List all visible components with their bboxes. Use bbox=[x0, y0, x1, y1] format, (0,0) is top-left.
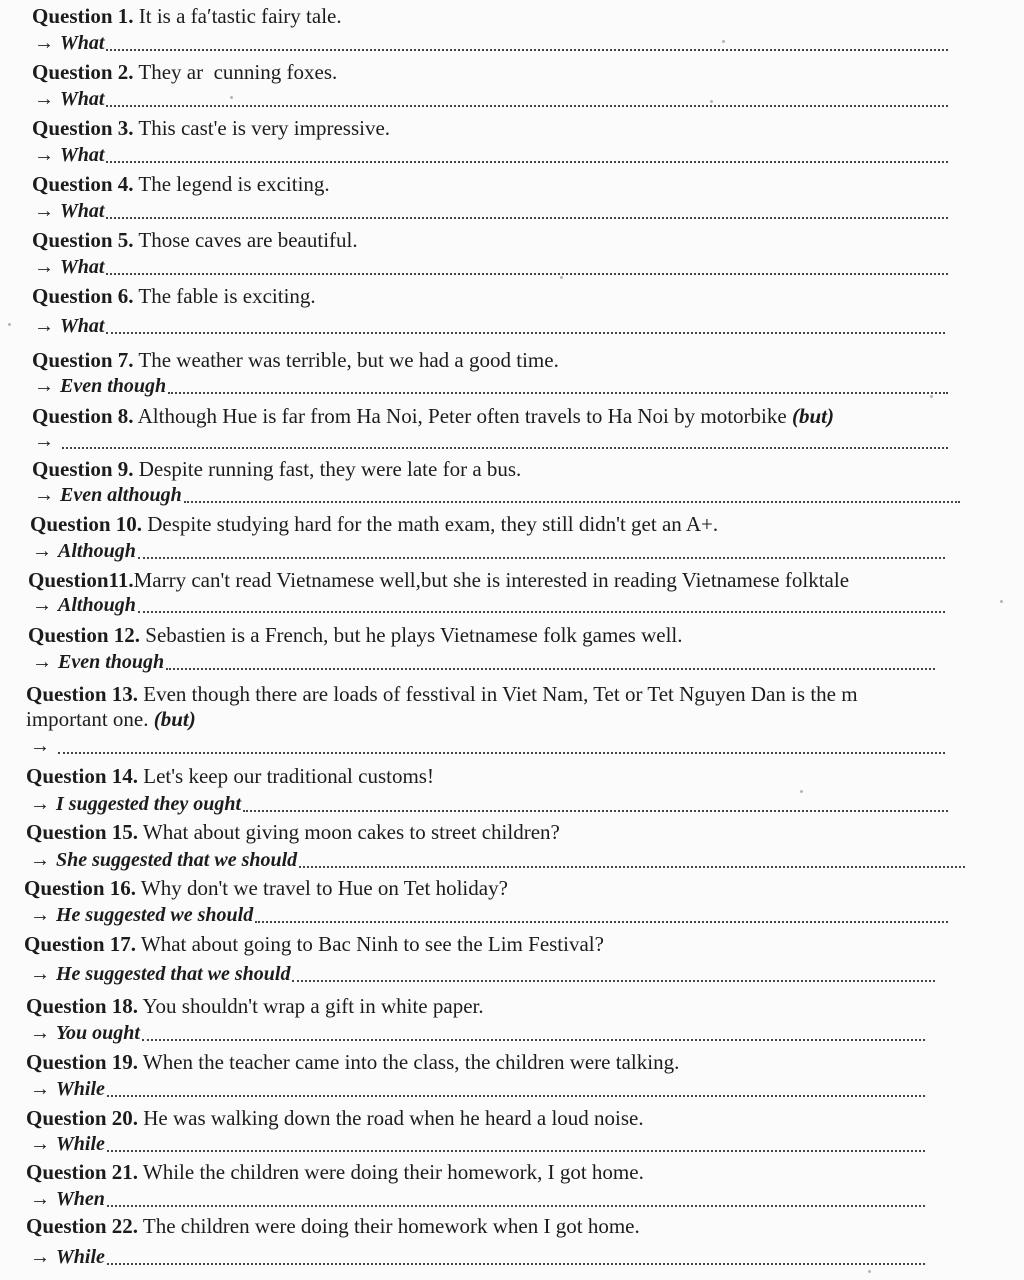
question-text: You shouldn't wrap a gift in white paper. bbox=[138, 994, 484, 1018]
scan-speck bbox=[722, 40, 725, 43]
question-line bbox=[32, 457, 521, 481]
question-text: Despite studying hard for the math exam, they still didn't get an A+. bbox=[142, 512, 719, 536]
answer-starter: Although bbox=[58, 540, 136, 562]
answer-prompt bbox=[30, 1188, 105, 1210]
question-line bbox=[24, 876, 508, 900]
answer-starter: What bbox=[60, 200, 105, 222]
question-text: They ar cunning foxes. bbox=[133, 60, 338, 84]
question-number: Question 21. bbox=[26, 1160, 139, 1184]
answer-blank-line[interactable] bbox=[142, 1039, 925, 1041]
question-line bbox=[24, 932, 604, 956]
question-number: Question 14. bbox=[26, 764, 139, 788]
answer-blank-line[interactable] bbox=[106, 332, 945, 334]
answer-prompt bbox=[30, 1133, 105, 1155]
answer-blank-line[interactable] bbox=[107, 1150, 925, 1152]
question-line bbox=[32, 172, 330, 196]
question-text: The children were doing their homework when I got home. bbox=[138, 1214, 640, 1238]
scan-speck bbox=[710, 100, 713, 103]
answer-blank-line[interactable] bbox=[107, 1205, 925, 1207]
question-text: The weather was terrible, but we had a good time. bbox=[133, 348, 559, 372]
answer-prompt bbox=[34, 315, 104, 337]
scan-speck bbox=[1000, 600, 1003, 603]
question-hint: (but) bbox=[153, 707, 196, 731]
question-line bbox=[26, 1106, 644, 1130]
arrow-icon: → bbox=[30, 1188, 50, 1210]
answer-starter: What bbox=[60, 315, 105, 337]
answer-prompt bbox=[30, 904, 253, 926]
arrow-icon: → bbox=[34, 315, 54, 337]
question-text: When the teacher came into the class, the children were talking. bbox=[138, 1050, 680, 1074]
answer-prompt bbox=[30, 735, 56, 757]
scan-speck bbox=[560, 276, 563, 279]
question-text: What about giving moon cakes to street children? bbox=[138, 820, 560, 844]
answer-starter: What bbox=[60, 256, 105, 278]
question-text: The fable is exciting. bbox=[133, 284, 316, 308]
answer-starter: Even though bbox=[58, 651, 165, 673]
answer-blank-line[interactable] bbox=[58, 752, 945, 754]
answer-blank-line[interactable] bbox=[107, 1095, 925, 1097]
question-number: Question 5. bbox=[32, 228, 134, 252]
question-text: Sebastien is a French, but he plays Vietnamese folk games well. bbox=[140, 623, 683, 647]
question-line bbox=[26, 820, 560, 844]
answer-prompt bbox=[32, 540, 136, 562]
question-line bbox=[32, 4, 342, 28]
question-number: Question 15. bbox=[26, 820, 139, 844]
answer-prompt bbox=[34, 200, 104, 222]
scan-speck bbox=[868, 1270, 871, 1273]
arrow-icon: → bbox=[30, 735, 50, 757]
arrow-icon: → bbox=[30, 1246, 50, 1268]
arrow-icon: → bbox=[34, 375, 54, 397]
answer-prompt bbox=[30, 1022, 140, 1044]
scan-speck bbox=[8, 323, 11, 326]
answer-prompt bbox=[30, 963, 290, 985]
question-number: Question 18. bbox=[26, 994, 139, 1018]
scan-speck bbox=[800, 790, 803, 793]
question-line bbox=[32, 60, 337, 84]
question-number: Question 3. bbox=[32, 116, 134, 140]
answer-prompt bbox=[34, 430, 60, 452]
arrow-icon: → bbox=[32, 594, 52, 616]
answer-starter: When bbox=[56, 1188, 105, 1210]
scan-speck bbox=[230, 96, 233, 99]
question-number: Question 13. bbox=[26, 682, 139, 706]
answer-starter: What bbox=[60, 88, 105, 110]
question-line bbox=[26, 1214, 640, 1238]
answer-starter: I suggested they ought bbox=[56, 793, 242, 815]
question-text: Let's keep our traditional customs! bbox=[138, 764, 434, 788]
answer-blank-line[interactable] bbox=[138, 557, 945, 559]
answer-prompt bbox=[34, 256, 104, 278]
arrow-icon: → bbox=[30, 1133, 50, 1155]
question-line bbox=[32, 404, 834, 428]
arrow-icon: → bbox=[34, 256, 54, 278]
arrow-icon: → bbox=[30, 904, 50, 926]
question-number: Question 6. bbox=[32, 284, 134, 308]
scan-speck bbox=[930, 395, 933, 398]
arrow-icon: → bbox=[34, 144, 54, 166]
arrow-icon: → bbox=[30, 963, 50, 985]
arrow-icon: → bbox=[30, 1078, 50, 1100]
question-number: Question 20. bbox=[26, 1106, 139, 1130]
answer-blank-line[interactable] bbox=[168, 392, 948, 394]
answer-blank-line[interactable] bbox=[106, 217, 948, 219]
question-line bbox=[28, 568, 849, 592]
question-number: Question 9. bbox=[32, 457, 134, 481]
question-line bbox=[32, 228, 358, 252]
question-text: What about going to Bac Ninh to see the Lim Festival? bbox=[136, 932, 604, 956]
answer-blank-line[interactable] bbox=[106, 273, 948, 275]
answer-prompt bbox=[30, 849, 297, 871]
answer-starter: What bbox=[60, 32, 105, 54]
answer-prompt bbox=[34, 32, 104, 54]
question-text: Even though there are loads of fesstival in Viet Nam, Tet or Tet Nguyen Dan is the m bbox=[138, 682, 858, 706]
arrow-icon: → bbox=[34, 200, 54, 222]
question-text: He was walking down the road when he heard a loud noise. bbox=[138, 1106, 644, 1130]
answer-prompt bbox=[30, 793, 241, 815]
answer-starter: What bbox=[60, 144, 105, 166]
answer-starter: Even although bbox=[60, 484, 182, 506]
arrow-icon: → bbox=[30, 793, 50, 815]
answer-blank-line[interactable] bbox=[243, 810, 948, 812]
answer-starter: He suggested we should bbox=[56, 904, 254, 926]
answer-blank-line[interactable] bbox=[166, 668, 935, 670]
question-line bbox=[32, 116, 390, 140]
answer-blank-line[interactable] bbox=[184, 501, 960, 503]
arrow-icon: → bbox=[30, 849, 50, 871]
answer-starter: He suggested that we should bbox=[56, 963, 291, 985]
answer-starter: Even though bbox=[60, 375, 167, 397]
question-number: Question 4. bbox=[32, 172, 134, 196]
answer-starter: Although bbox=[58, 594, 136, 616]
question-text: The legend is exciting. bbox=[133, 172, 330, 196]
arrow-icon: → bbox=[32, 540, 52, 562]
question-hint: (but) bbox=[791, 404, 834, 428]
question-text: While the children were doing their homework, I got home. bbox=[138, 1160, 644, 1184]
question-text: Although Hue is far from Ha Noi, Peter often travels to Ha Noi by motorbike bbox=[133, 404, 792, 428]
arrow-icon: → bbox=[34, 484, 54, 506]
answer-prompt bbox=[34, 144, 104, 166]
question-line bbox=[32, 284, 316, 308]
question-text: It is a faʹtastic fairy tale. bbox=[133, 4, 342, 28]
question-text: Despite running fast, they were late for a bus. bbox=[133, 457, 522, 481]
answer-blank-line[interactable] bbox=[292, 980, 935, 982]
question-text-continued: important one. bbox=[26, 707, 154, 731]
answer-blank-line[interactable] bbox=[106, 105, 948, 107]
answer-starter: You ought bbox=[56, 1022, 140, 1044]
question-number: Question 7. bbox=[32, 348, 134, 372]
question-line bbox=[28, 623, 683, 647]
question-number: Question 22. bbox=[26, 1214, 139, 1238]
answer-prompt bbox=[30, 1078, 105, 1100]
question-number: Question11. bbox=[28, 568, 134, 592]
question-line bbox=[32, 348, 559, 372]
question-continuation bbox=[26, 707, 196, 731]
question-line bbox=[26, 1050, 679, 1074]
answer-starter: While bbox=[56, 1246, 105, 1268]
answer-prompt bbox=[30, 1246, 105, 1268]
question-number: Question 19. bbox=[26, 1050, 139, 1074]
question-line bbox=[26, 764, 434, 788]
arrow-icon: → bbox=[30, 1022, 50, 1044]
question-number: Question 2. bbox=[32, 60, 134, 84]
question-number: Question 8. bbox=[32, 404, 134, 428]
answer-prompt bbox=[32, 651, 164, 673]
question-number: Question 10. bbox=[30, 512, 143, 536]
answer-blank-line[interactable] bbox=[138, 611, 945, 613]
answer-starter: She suggested that we should bbox=[56, 849, 298, 871]
question-number: Question 16. bbox=[24, 876, 137, 900]
question-number: Question 12. bbox=[28, 623, 141, 647]
question-number: Question 1. bbox=[32, 4, 134, 28]
answer-blank-line[interactable] bbox=[299, 866, 965, 868]
answer-blank-line[interactable] bbox=[255, 921, 948, 923]
question-text: This cast'e is very impressive. bbox=[133, 116, 391, 140]
arrow-icon: → bbox=[32, 651, 52, 673]
answer-blank-line[interactable] bbox=[62, 447, 948, 449]
question-text: Marry can't read Vietnamese well,but she is interested in reading Vietnamese folktale bbox=[133, 568, 850, 592]
answer-starter: While bbox=[56, 1133, 105, 1155]
answer-blank-line[interactable] bbox=[106, 49, 948, 51]
question-text: Those caves are beautiful. bbox=[133, 228, 358, 252]
arrow-icon: → bbox=[34, 430, 54, 452]
question-number: Question 17. bbox=[24, 932, 137, 956]
answer-prompt bbox=[34, 484, 182, 506]
answer-blank-line[interactable] bbox=[106, 161, 948, 163]
answer-blank-line[interactable] bbox=[107, 1263, 925, 1265]
answer-prompt bbox=[34, 88, 104, 110]
arrow-icon: → bbox=[34, 32, 54, 54]
question-line bbox=[26, 1160, 644, 1184]
question-line bbox=[26, 994, 484, 1018]
answer-prompt bbox=[34, 375, 166, 397]
answer-prompt bbox=[32, 594, 136, 616]
question-line bbox=[26, 682, 858, 706]
answer-starter: While bbox=[56, 1078, 105, 1100]
arrow-icon: → bbox=[34, 88, 54, 110]
question-line bbox=[30, 512, 718, 536]
question-text: Why don't we travel to Hue on Tet holiday? bbox=[136, 876, 508, 900]
